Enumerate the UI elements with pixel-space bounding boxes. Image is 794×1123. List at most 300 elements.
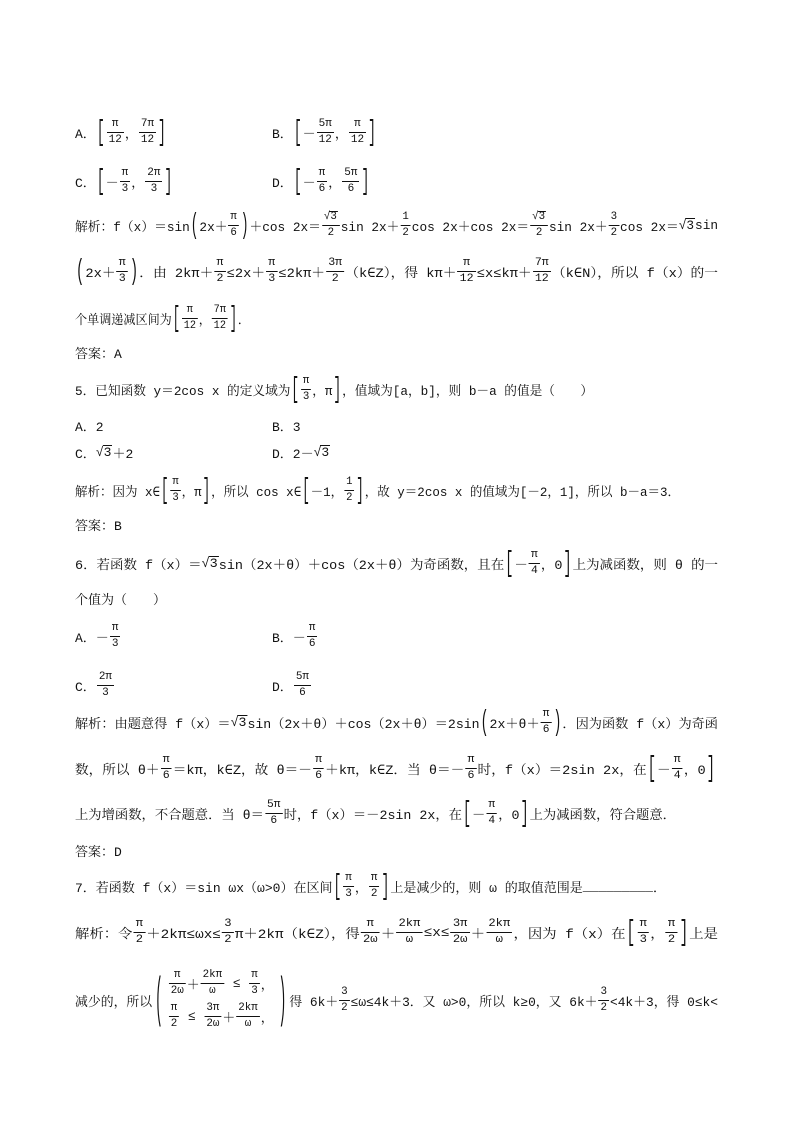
text-run: π bbox=[302, 374, 310, 387]
text-run: 上是减少的，则 ω 的取值范围是 bbox=[390, 880, 583, 896]
text-run: 6 bbox=[299, 686, 306, 699]
bracket-delimiter: [ bbox=[505, 546, 514, 580]
fraction bbox=[486, 918, 512, 947]
fraction-denominator bbox=[458, 272, 476, 286]
text-run: ＋ bbox=[186, 978, 200, 993]
q6-stem-line-1 bbox=[75, 543, 718, 583]
text-run: C． bbox=[75, 175, 96, 191]
fraction-numerator bbox=[145, 167, 162, 182]
q5-option-d bbox=[272, 432, 330, 472]
fraction-numerator bbox=[672, 754, 683, 769]
text-run: 1 bbox=[402, 210, 409, 223]
text-run: π bbox=[318, 166, 326, 179]
text-run: 3 bbox=[302, 390, 310, 403]
fraction-denominator bbox=[139, 133, 156, 147]
fraction bbox=[145, 167, 162, 196]
fraction-numerator bbox=[294, 671, 311, 686]
text-run: D． bbox=[272, 679, 293, 695]
bracket-delimiter: [ bbox=[647, 751, 656, 785]
radical-sign: √ bbox=[230, 714, 239, 730]
q6-option-a bbox=[75, 616, 121, 656]
bracket-delimiter: ] bbox=[361, 164, 370, 198]
text-run: ， bbox=[260, 1011, 274, 1026]
text-run: 上为增函数，不合题意．当 θ＝ bbox=[75, 807, 264, 823]
square-root bbox=[532, 211, 546, 224]
fraction bbox=[533, 257, 551, 286]
fraction-numerator bbox=[214, 257, 225, 272]
q4-option-b bbox=[272, 112, 377, 152]
fraction-denominator bbox=[301, 390, 311, 404]
fraction bbox=[110, 622, 121, 651]
fraction bbox=[349, 118, 366, 147]
fraction bbox=[204, 1002, 221, 1031]
inequality-row bbox=[168, 1002, 274, 1031]
fraction bbox=[139, 118, 156, 147]
radicand: 3 bbox=[538, 210, 546, 223]
text-run: 2x＋ bbox=[199, 219, 228, 235]
text-run: π bbox=[268, 256, 276, 269]
fraction-numerator bbox=[541, 708, 552, 723]
text-run: ，π bbox=[181, 484, 202, 500]
text-run: 6 bbox=[542, 723, 550, 736]
text-run: ω bbox=[209, 985, 216, 997]
fraction-numerator bbox=[343, 872, 354, 887]
text-run: 2kπ bbox=[488, 917, 511, 930]
fraction-numerator bbox=[599, 986, 609, 1001]
text-run: 3π bbox=[452, 917, 468, 930]
q7-stem bbox=[75, 866, 666, 906]
text-run: 6 bbox=[347, 182, 355, 195]
fraction bbox=[637, 918, 649, 947]
text-run: 2ω bbox=[170, 985, 184, 997]
text-run: π bbox=[230, 210, 237, 223]
text-run: 3 bbox=[118, 272, 126, 285]
text-run: 减少的，所以 bbox=[75, 994, 153, 1010]
q4-option-d bbox=[272, 161, 370, 201]
q4-answer bbox=[75, 332, 122, 372]
text-run: 3π bbox=[206, 1002, 220, 1014]
text-run: －1， bbox=[310, 484, 344, 500]
fraction-denominator bbox=[182, 319, 198, 333]
fraction-numerator bbox=[486, 918, 512, 933]
bracket-delimiter: ] bbox=[164, 164, 173, 198]
text-run: 2 bbox=[346, 491, 353, 504]
fraction bbox=[214, 257, 225, 286]
text-run: ＋kπ，k∈Z．当 θ＝－ bbox=[325, 762, 465, 778]
text-run: ，所以 cos x∈ bbox=[211, 484, 302, 500]
text-run: ， bbox=[198, 312, 211, 328]
fraction bbox=[530, 211, 548, 240]
fraction-denominator bbox=[451, 933, 470, 947]
q6-analysis-line-3 bbox=[75, 793, 676, 833]
text-run: ＋ bbox=[380, 926, 396, 942]
q6-stem-line-2 bbox=[75, 578, 166, 618]
fraction-numerator bbox=[637, 918, 649, 933]
fraction bbox=[317, 118, 334, 147]
fraction-numerator bbox=[301, 375, 311, 390]
text-run: ， bbox=[328, 175, 342, 191]
fraction bbox=[400, 211, 410, 240]
text-run: π bbox=[251, 969, 258, 981]
fraction bbox=[599, 986, 609, 1015]
fraction-numerator bbox=[458, 257, 476, 272]
radicand: 3 bbox=[686, 217, 695, 233]
fraction-denominator bbox=[541, 723, 552, 737]
fraction-denominator bbox=[265, 814, 283, 828]
fraction-numerator bbox=[529, 549, 540, 564]
fraction-numerator bbox=[201, 969, 225, 984]
q6-answer bbox=[75, 830, 122, 870]
text-run: sin 2x＋ bbox=[548, 219, 608, 235]
parenthesis-delimiter: ( bbox=[76, 254, 85, 288]
bracket-delimiter: ] bbox=[368, 115, 376, 149]
text-run: ， bbox=[124, 126, 138, 142]
text-run: π bbox=[118, 256, 126, 269]
text-run: 2 bbox=[341, 1001, 348, 1014]
fraction-denominator bbox=[599, 1001, 609, 1015]
text-run: 数，所以 θ＋ bbox=[75, 762, 160, 778]
fraction-numerator bbox=[236, 1002, 260, 1017]
fraction bbox=[609, 211, 619, 240]
text-run: 2 bbox=[370, 887, 378, 900]
text-run: ＋ bbox=[222, 1011, 236, 1026]
text-run: 12 bbox=[318, 133, 332, 146]
fraction bbox=[361, 918, 380, 947]
fraction-denominator bbox=[169, 1017, 179, 1031]
text-run: － bbox=[656, 762, 671, 778]
bracket-delimiter: ] bbox=[520, 796, 529, 830]
radical-sign: √ bbox=[201, 555, 210, 571]
fraction-denominator bbox=[339, 1001, 349, 1015]
fraction-numerator bbox=[212, 304, 228, 319]
fraction-denominator bbox=[317, 182, 328, 196]
text-run: ω bbox=[495, 933, 503, 946]
q5-analysis-line-1 bbox=[75, 470, 680, 510]
text-run: － bbox=[472, 807, 486, 823]
fraction-denominator bbox=[342, 182, 359, 196]
text-run: 上为减函数，则 θ 的一 bbox=[572, 557, 718, 573]
fraction bbox=[169, 969, 186, 998]
fraction bbox=[326, 257, 344, 286]
fraction bbox=[465, 754, 476, 783]
text-run: ≤x≤ bbox=[423, 924, 450, 940]
fraction-denominator bbox=[349, 133, 366, 147]
text-run: 3 bbox=[224, 917, 232, 930]
text-run: D．2－ bbox=[272, 446, 314, 462]
fraction-numerator bbox=[249, 969, 259, 984]
square-root bbox=[324, 211, 338, 224]
q4-analysis-line-1 bbox=[75, 205, 718, 245]
text-run: π bbox=[530, 548, 538, 561]
fraction bbox=[222, 918, 234, 947]
fraction bbox=[266, 257, 277, 286]
text-run: 解析：由题意得 f（x）＝ bbox=[75, 716, 231, 732]
text-run: 上为减函数，符合题意． bbox=[529, 807, 676, 823]
text-run: π bbox=[467, 753, 475, 766]
text-run: π bbox=[354, 117, 361, 130]
fraction-numerator bbox=[317, 118, 334, 133]
text-run: 6 bbox=[270, 814, 278, 827]
fraction-denominator bbox=[110, 637, 121, 651]
fraction bbox=[529, 549, 540, 578]
bracket-delimiter: [ bbox=[291, 372, 299, 406]
text-run: 3 bbox=[639, 933, 647, 946]
text-run: 3 bbox=[341, 985, 348, 998]
fraction bbox=[236, 1002, 260, 1031]
radical-sign: √ bbox=[95, 444, 104, 460]
text-run: 2x＋θ＋ bbox=[489, 716, 540, 732]
fraction-denominator bbox=[201, 984, 225, 998]
fraction-numerator bbox=[107, 118, 124, 133]
fraction-denominator bbox=[672, 769, 683, 783]
text-run: 2 bbox=[224, 933, 232, 946]
q5-option-c bbox=[75, 432, 133, 472]
fraction-denominator bbox=[400, 226, 410, 240]
text-run: π bbox=[170, 1002, 178, 1014]
q6-option-c bbox=[75, 665, 115, 705]
radicand: 3 bbox=[209, 555, 218, 571]
text-run: π bbox=[135, 917, 143, 930]
fraction-denominator bbox=[486, 933, 512, 947]
text-run: 6．若函数 f（x）＝ bbox=[75, 557, 202, 573]
fraction-numerator bbox=[161, 754, 172, 769]
fraction bbox=[344, 476, 354, 505]
fraction bbox=[317, 167, 328, 196]
text-run: 12 bbox=[459, 272, 474, 285]
fraction-numerator bbox=[117, 257, 128, 272]
text-run: 1 bbox=[346, 475, 353, 488]
fraction-numerator bbox=[110, 622, 121, 637]
text-run: 3 bbox=[610, 210, 618, 223]
text-run: 6 bbox=[467, 769, 475, 782]
text-run: sin bbox=[695, 217, 718, 233]
fraction bbox=[396, 918, 422, 947]
fraction-numerator bbox=[266, 257, 277, 272]
text-run: A． bbox=[75, 126, 96, 142]
text-run: ．由 2kπ＋ bbox=[139, 265, 214, 281]
text-run: π bbox=[315, 753, 323, 766]
text-run: π bbox=[162, 753, 170, 766]
fraction-denominator bbox=[486, 814, 497, 828]
fraction-denominator bbox=[170, 491, 180, 505]
text-run: π bbox=[639, 917, 647, 930]
bracket-delimiter: ] bbox=[381, 869, 390, 903]
text-run: <4k＋3，得 0≤k< bbox=[609, 994, 718, 1010]
text-run: 2kπ bbox=[398, 917, 421, 930]
bracket-delimiter: ] bbox=[706, 751, 715, 785]
text-run: π bbox=[667, 917, 676, 930]
text-run: ≤x≤kπ＋ bbox=[476, 265, 532, 281]
q6-option-d bbox=[272, 665, 312, 705]
text-run: π bbox=[172, 475, 179, 488]
fraction bbox=[339, 986, 349, 1015]
fraction bbox=[294, 671, 311, 700]
fraction bbox=[313, 754, 324, 783]
text-run: cos 2x＋cos 2x＝ bbox=[411, 219, 530, 235]
text-run: 个值为（ ） bbox=[75, 592, 167, 608]
fraction bbox=[170, 476, 180, 505]
text-run: sin 2x＋ bbox=[340, 219, 400, 235]
text-run: 解析：f（x）＝sin bbox=[75, 219, 190, 235]
fraction bbox=[117, 257, 128, 286]
fraction-denominator bbox=[204, 1017, 221, 1031]
fraction-denominator bbox=[222, 933, 234, 947]
bracket-delimiter: ] bbox=[679, 915, 689, 949]
text-run: sin（2x＋θ）＋cos（2x＋θ）＝2sin bbox=[247, 716, 480, 732]
radicand: 3 bbox=[238, 714, 247, 730]
text-run: π bbox=[121, 166, 129, 179]
fraction-denominator bbox=[266, 272, 277, 286]
text-run: 2π bbox=[98, 670, 113, 683]
text-run: ， bbox=[131, 175, 145, 191]
fraction bbox=[133, 918, 145, 947]
text-run: 3 bbox=[345, 887, 352, 900]
text-run: 2x＋ bbox=[85, 265, 116, 281]
bracket-delimiter: [ bbox=[293, 115, 302, 149]
text-run: － bbox=[105, 175, 119, 191]
square-root bbox=[314, 445, 331, 460]
bracket-delimiter: ] bbox=[229, 301, 237, 335]
text-run: 3 bbox=[102, 686, 109, 699]
inequality-system bbox=[168, 969, 274, 1031]
text-run: 3 bbox=[600, 985, 608, 998]
fraction-numerator bbox=[339, 986, 349, 1001]
text-run: 2 bbox=[610, 226, 618, 239]
text-run: ≤ω≤4k＋3．又 ω>0，所以 k≥0，又 6k＋ bbox=[350, 994, 598, 1010]
fraction-numerator bbox=[204, 1002, 221, 1017]
text-run: 7π bbox=[534, 256, 549, 269]
text-run: 12 bbox=[183, 319, 196, 332]
fraction-denominator bbox=[343, 887, 354, 901]
text-run: C． bbox=[75, 446, 96, 462]
text-run: （k∈Z），得 kπ＋ bbox=[345, 265, 457, 281]
text-run: ．因为函数 f（x）为奇函 bbox=[562, 716, 718, 732]
bracket-delimiter: [ bbox=[333, 869, 342, 903]
text-run: B．－ bbox=[272, 630, 306, 646]
fraction bbox=[301, 375, 311, 404]
fraction-denominator bbox=[530, 226, 548, 240]
fraction-numerator bbox=[369, 872, 380, 887]
bracket-delimiter: [ bbox=[161, 473, 169, 507]
text-run: cos 2x＝ bbox=[620, 219, 679, 235]
text-run: ， bbox=[260, 978, 274, 993]
q4-option-c bbox=[75, 161, 173, 201]
fraction bbox=[672, 754, 683, 783]
text-run: 6 bbox=[230, 226, 237, 239]
fraction bbox=[342, 167, 359, 196]
text-run: 2kπ bbox=[202, 969, 223, 981]
text-run: ，值域为[a，b]，则 b－a 的值是（ ） bbox=[342, 383, 593, 399]
fraction-numerator bbox=[666, 918, 678, 933]
fraction-denominator bbox=[169, 984, 186, 998]
bracket-delimiter: ] bbox=[356, 473, 364, 507]
fraction-denominator bbox=[307, 637, 318, 651]
fraction-numerator bbox=[533, 257, 551, 272]
fraction-numerator bbox=[228, 211, 238, 226]
text-run: ＋cos 2x＝ bbox=[249, 219, 321, 235]
text-run: ，0 bbox=[540, 557, 563, 573]
text-run: D． bbox=[272, 175, 293, 191]
fraction-numerator bbox=[313, 754, 324, 769]
text-run: － bbox=[302, 126, 316, 142]
text-run: 个单调递减区间为 bbox=[75, 312, 172, 328]
text-run: 得 6k＋ bbox=[289, 994, 339, 1010]
text-run: （k∈N），所以 f（x）的一 bbox=[551, 265, 718, 281]
fraction-denominator bbox=[313, 769, 324, 783]
text-run: 3 bbox=[172, 491, 179, 504]
fraction-denominator bbox=[249, 984, 259, 998]
q6-option-b bbox=[272, 616, 318, 656]
text-run: π bbox=[308, 621, 316, 634]
text-run: 上是 bbox=[689, 926, 718, 942]
fraction-denominator bbox=[317, 133, 334, 147]
fraction bbox=[169, 1002, 179, 1031]
fraction-denominator bbox=[609, 226, 619, 240]
text-run: 5．已知函数 y＝2cos x 的定义域为 bbox=[75, 383, 291, 399]
text-run: 3 bbox=[150, 182, 158, 195]
fraction-numerator bbox=[169, 969, 186, 984]
fraction-denominator bbox=[637, 933, 649, 947]
fraction-numerator bbox=[344, 476, 354, 491]
fraction-denominator bbox=[107, 133, 124, 147]
text-run: 5π bbox=[344, 166, 358, 179]
text-run: 3 bbox=[111, 637, 119, 650]
text-run: ≤ bbox=[225, 976, 249, 991]
fraction-denominator bbox=[228, 226, 238, 240]
text-run: 时，f（x）＝－2sin 2x，在 bbox=[283, 807, 462, 823]
text-run: 2 bbox=[535, 226, 543, 239]
text-run: A．－ bbox=[75, 630, 109, 646]
fraction bbox=[369, 872, 380, 901]
text-run: 2ω bbox=[452, 933, 468, 946]
fraction-denominator bbox=[529, 564, 540, 578]
fraction-denominator bbox=[369, 887, 380, 901]
fraction-numerator bbox=[169, 1002, 179, 1017]
q4-option-a bbox=[75, 112, 167, 152]
text-run: π bbox=[366, 917, 374, 930]
fraction-numerator bbox=[170, 476, 180, 491]
text-run: ≤2kπ＋ bbox=[278, 265, 326, 281]
q5-answer bbox=[75, 504, 122, 544]
text-run: π＋2kπ（k∈Z），得 bbox=[234, 926, 360, 942]
fraction-numerator bbox=[139, 118, 156, 133]
fraction-denominator bbox=[212, 319, 228, 333]
text-run: 3π bbox=[328, 256, 343, 269]
square-root bbox=[96, 445, 113, 460]
text-run: 2 bbox=[216, 272, 224, 285]
fraction bbox=[97, 671, 114, 700]
fraction-denominator bbox=[396, 933, 422, 947]
radical-sign: √ bbox=[313, 444, 322, 460]
parenthesis-delimiter: ) bbox=[240, 208, 249, 242]
radical-sign: √ bbox=[323, 210, 331, 223]
q4-analysis-line-2 bbox=[75, 251, 718, 291]
fraction-numerator bbox=[451, 918, 470, 933]
q7-analysis-line-2 bbox=[75, 960, 718, 1040]
fraction-denominator bbox=[161, 769, 172, 783]
fraction bbox=[451, 918, 470, 947]
text-run: 3 bbox=[268, 272, 276, 285]
text-run: 4 bbox=[488, 814, 496, 827]
text-run: 2π bbox=[147, 166, 161, 179]
fraction bbox=[182, 304, 198, 333]
text-run: 12 bbox=[108, 133, 122, 146]
text-run: 答案：D bbox=[75, 844, 122, 860]
text-run: ω bbox=[244, 1018, 252, 1030]
parenthesis-delimiter: ( bbox=[480, 705, 489, 739]
fraction-denominator bbox=[294, 686, 311, 700]
text-run: 解析：令 bbox=[75, 926, 133, 942]
